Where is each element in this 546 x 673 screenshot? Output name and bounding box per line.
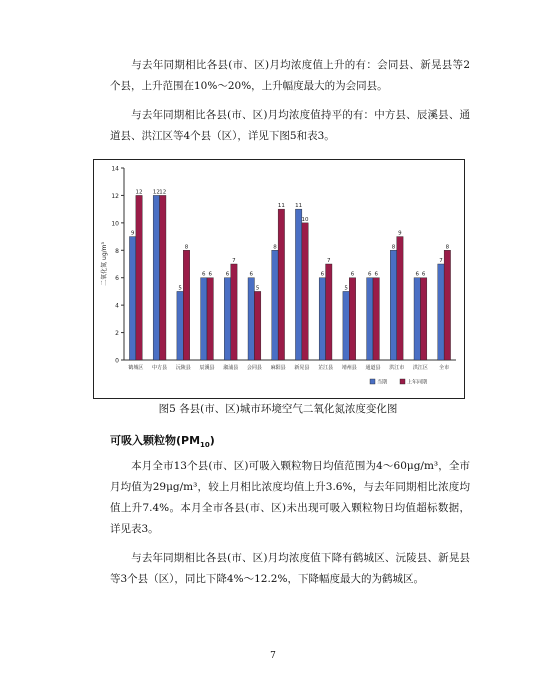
bar-value-label: 6 (208, 271, 212, 278)
bar-value-label: 6 (225, 271, 230, 278)
bar-value-label: 8 (391, 244, 396, 251)
bar-value-label: 7 (439, 258, 443, 264)
bar-value-label: 6 (249, 271, 253, 278)
section-title-text: 可吸入颗粒物(PM (110, 434, 201, 447)
bar-value-label: 6 (320, 271, 325, 278)
bar-value-label: 6 (421, 271, 426, 278)
y-tick-label: 14 (111, 165, 119, 173)
paragraph-pm10-summary-text: 本月全市13个县(市、区)可吸入颗粒物日均值范围为4～60μg/m³，全市月均值为29μg/m³，较上月相比浓度均值上升3.6%，与去年同期相比浓度均值上升7.4%。本月全市各县(市、区)未出现可吸入颗粒物日均值超标数据，详见表3。 (110, 460, 470, 535)
category-label: 辰溪县 (199, 365, 215, 371)
bar-current (272, 250, 278, 360)
bar-current (414, 278, 420, 360)
bar-last-year (160, 195, 166, 360)
bar-value-label: 8 (445, 244, 450, 251)
category-label: 麻阳县 (270, 365, 286, 371)
bar-value-label: 6 (350, 271, 355, 278)
bar-value-label: 10 (301, 216, 309, 223)
bar-value-label: 8 (184, 244, 189, 251)
bar-value-label: 8 (273, 244, 277, 251)
bar-last-year (302, 223, 308, 360)
bar-current (129, 237, 135, 360)
bar-last-year (349, 278, 355, 360)
bar-value-label: 7 (327, 258, 331, 264)
bar-value-label: 6 (374, 271, 378, 278)
bar-current (224, 278, 230, 360)
section-title-subscript: 10 (200, 441, 210, 450)
paragraph-pm10-decline-text: 与去年同期相比各县(市、区)月均浓度值下降有鹤城区、沅陵县、新晃县等3个县（区），同比下降4%～12.2%，下降幅度最大的为鹤城区。 (110, 552, 470, 585)
bar-last-year (397, 237, 403, 360)
y-tick-label: 6 (115, 275, 119, 283)
legend-swatch (370, 379, 375, 384)
category-label: 通道县 (365, 365, 381, 371)
figure-caption: 图5 各县(市、区)城市环境空气二氧化氮浓度变化图 (158, 403, 398, 415)
bar-value-label: 12 (159, 189, 167, 196)
bar-value-label: 9 (130, 230, 135, 237)
bar-current (319, 278, 325, 360)
category-label: 靖州县 (341, 365, 357, 371)
y-tick-label: 4 (115, 302, 119, 310)
y-tick-label: 12 (111, 192, 119, 200)
category-label: 中方县 (152, 365, 168, 371)
bar-last-year (183, 250, 189, 360)
category-label: 新晃县 (294, 365, 310, 371)
y-tick-label: 2 (115, 330, 119, 338)
bar-value-label: 5 (178, 285, 182, 292)
bar-value-label: 11 (295, 203, 303, 210)
bar-last-year (207, 278, 213, 360)
y-tick-label: 10 (111, 220, 119, 228)
chart-svg (94, 160, 464, 398)
legend-label: 当期 (377, 379, 388, 386)
bar-value-label: 5 (255, 285, 260, 292)
bar-value-label: 12 (135, 189, 143, 196)
bar-last-year (373, 278, 379, 360)
category-label: 洪江市 (389, 365, 405, 371)
bar-current (390, 250, 396, 360)
category-label: 芷江县 (318, 365, 334, 371)
bar-value-label: 6 (368, 271, 372, 278)
bar-current (343, 291, 349, 360)
paragraph-pm10-summary (110, 456, 470, 540)
category-label: 溆浦县 (223, 365, 239, 371)
paragraph-flat (110, 105, 470, 147)
bar-last-year (254, 291, 260, 360)
legend-swatch (400, 379, 405, 384)
bar-current (153, 195, 159, 360)
section-title (110, 432, 215, 449)
bar-current (201, 278, 207, 360)
category-label: 全市 (439, 365, 450, 371)
category-label: 鹤城区 (128, 365, 144, 371)
section-title-close: ) (209, 434, 215, 447)
bar-value-label: 12 (152, 189, 160, 196)
no2-bar-chart (93, 159, 465, 399)
bar-value-label: 6 (415, 271, 419, 278)
page-number: 7 (270, 651, 276, 661)
bar-last-year (326, 264, 332, 360)
y-tick-label: 8 (115, 247, 119, 255)
paragraph-rise (110, 55, 470, 97)
paragraph-pm10-decline (110, 548, 470, 590)
bar-value-label: 5 (344, 285, 348, 292)
bar-last-year (231, 264, 237, 360)
category-label: 沅陵县 (175, 365, 191, 371)
bar-current (438, 264, 444, 360)
paragraph-flat-text: 与去年同期相比各县(市、区)月均浓度值持平的有：中方县、辰溪县、通道县、洪江区等4个县（区），详见下图5和表3。 (110, 109, 470, 142)
bar-last-year (136, 195, 142, 360)
category-label: 洪江区 (412, 365, 428, 371)
category-label: 会同县 (246, 365, 262, 371)
legend-label: 上年同期 (407, 379, 428, 386)
bar-current (177, 291, 183, 360)
bar-last-year (278, 209, 284, 360)
bar-last-year (444, 250, 450, 360)
bar-value-label: 7 (232, 258, 236, 264)
paragraph-rise-text: 与去年同期相比各县(市、区)月均浓度值上升的有：会同县、新晃县等2个县，上升范围在10%～20%，上升幅度最大的为会同县。 (110, 59, 470, 92)
y-axis-label: 二氧化氮 ug/m³ (101, 242, 108, 286)
bar-value-label: 9 (398, 230, 402, 237)
bar-value-label: 6 (202, 271, 206, 278)
bar-last-year (420, 278, 426, 360)
bar-value-label: 11 (277, 203, 285, 210)
bar-current (248, 278, 254, 360)
bar-current (295, 209, 301, 360)
y-tick-label: 0 (115, 357, 119, 365)
bar-current (367, 278, 373, 360)
